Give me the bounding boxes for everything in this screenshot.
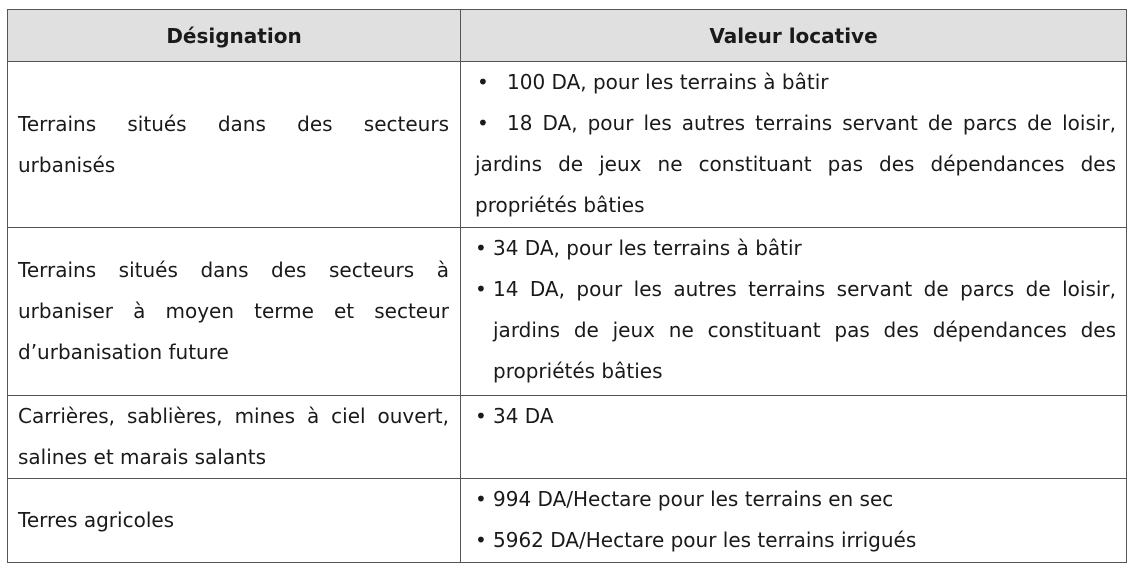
bullet-icon: •	[477, 70, 489, 94]
header-designation: Désignation	[8, 10, 461, 62]
value-text: 14 DA, pour les autres terrains servant de parcs de loisir, jardins de jeux ne constituant pas des dépendances des propriétés bâties	[493, 277, 1116, 383]
row-values	[461, 62, 1127, 228]
row-designation: Terres agricoles	[8, 479, 461, 563]
value-text: 5962 DA/Hectare pour les terrains irrigués	[493, 528, 917, 552]
list-item	[475, 103, 1116, 226]
table-row	[8, 396, 1127, 479]
value-text: 100 DA, pour les terrains à bâtir	[507, 70, 829, 94]
value-text: 34 DA, pour les terrains à bâtir	[493, 236, 802, 260]
bullet-icon: •	[475, 236, 487, 260]
value-text: 34 DA	[493, 404, 554, 428]
table-row	[8, 62, 1127, 228]
list-item	[475, 520, 1116, 561]
value-text: 18 DA, pour les autres terrains servant de parcs de loisir, jardins de jeux ne constituant pas des dépendances des propriétés bâties	[475, 111, 1116, 217]
bullet-icon: •	[475, 487, 487, 511]
row-values	[461, 228, 1127, 396]
header-valeur-locative: Valeur locative	[461, 10, 1127, 62]
table-header-row	[8, 10, 1127, 62]
rental-value-table	[7, 9, 1127, 563]
bullet-icon: •	[477, 111, 489, 135]
row-values	[461, 396, 1127, 479]
bullet-icon: •	[475, 404, 487, 428]
list-item	[475, 62, 1116, 103]
bullet-icon: •	[475, 528, 487, 552]
table-row	[8, 479, 1127, 563]
list-item	[475, 396, 1116, 437]
bullet-icon: •	[475, 277, 487, 301]
row-designation: Carrières, sablières, mines à ciel ouvert, salines et marais salants	[8, 396, 461, 479]
list-item	[475, 479, 1116, 520]
list-item	[475, 228, 1116, 269]
value-text: 994 DA/Hectare pour les terrains en sec	[493, 487, 894, 511]
table-row	[8, 228, 1127, 396]
row-designation: Terrains situés dans des secteurs à urbaniser à moyen terme et secteur d’urbanisation future	[8, 228, 461, 396]
list-item	[475, 269, 1116, 392]
row-designation: Terrains situés dans des secteurs urbanisés	[8, 62, 461, 228]
row-values	[461, 479, 1127, 563]
